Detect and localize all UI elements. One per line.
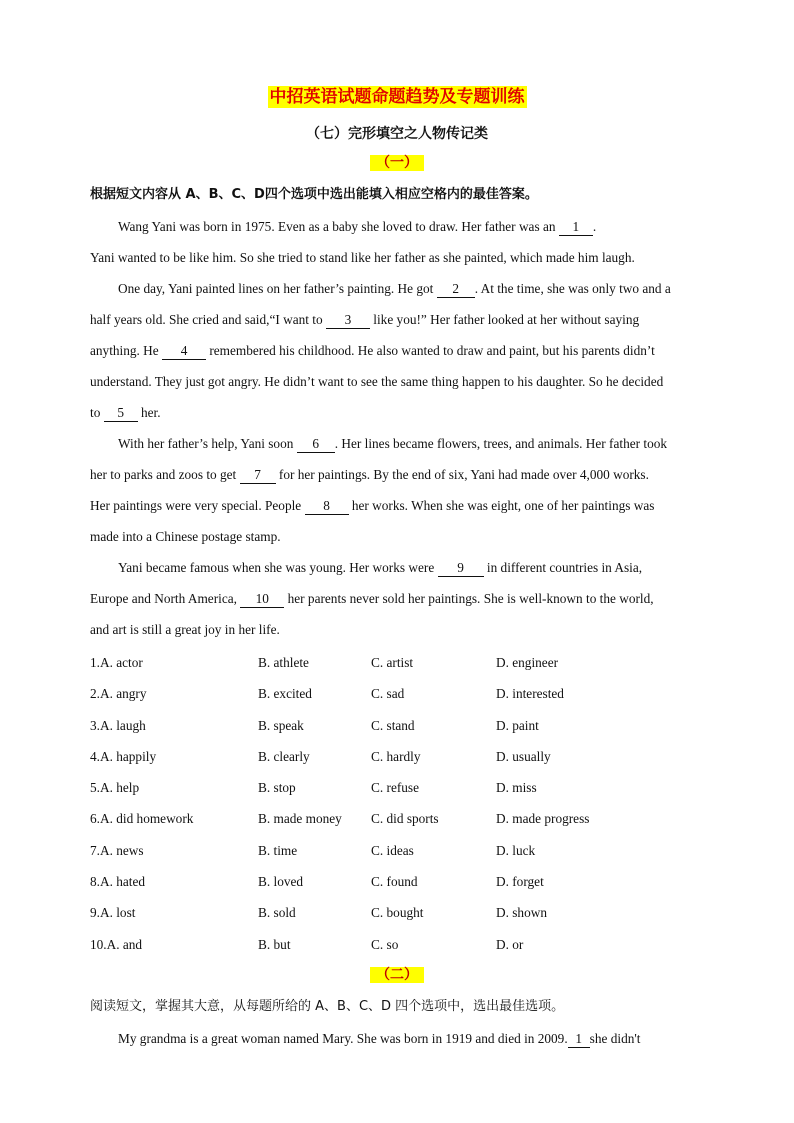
passage-line: My grandma is a great woman named Mary. She was born in 1919 and died in 2009. 1 she didn't xyxy=(118,1031,641,1046)
option-row-5 xyxy=(90,778,710,809)
option-a[interactable]: 8.A. hated xyxy=(90,874,146,890)
option-d[interactable]: D. usually xyxy=(496,748,551,764)
page-title: 中招英语试题命题趋势及专题训练 xyxy=(269,87,525,107)
passage-line: Wang Yani was born in 1975. Even as a baby she loved to draw. Her father was an 1 . xyxy=(118,219,597,234)
blank-2: 2 xyxy=(437,281,475,298)
passage-line: half years old. She cried and said,“I want to 3 like you!” Her father looked at her without saying xyxy=(90,312,640,327)
option-d[interactable]: D. shown xyxy=(496,905,547,921)
blank-1: 1 xyxy=(559,219,593,236)
option-row-3 xyxy=(90,716,710,747)
option-row-8 xyxy=(90,872,710,903)
passage-line: and art is still a great joy in her life. xyxy=(90,622,280,637)
passage-line: Yani became famous when she was young. Her works were 9 in different countries in Asia, xyxy=(118,560,643,575)
option-d[interactable]: D. luck xyxy=(496,842,536,858)
instruction-2: 阅读短文，掌握其大意，从每题所给的 A、B、C、D 四个选项中，选出最佳选项。 xyxy=(90,999,565,1014)
option-a[interactable]: 1.A. actor xyxy=(90,655,143,670)
option-b[interactable]: B. time xyxy=(258,842,298,858)
section-label-1: （一） xyxy=(0,154,794,172)
passage-line: Europe and North America, 10 her parents never sold her paintings. She is well-known to the world, xyxy=(90,591,654,606)
option-row-4 xyxy=(90,747,710,778)
option-c[interactable]: C. did sports xyxy=(371,811,439,827)
option-row-9 xyxy=(90,903,710,934)
option-row-7 xyxy=(90,841,710,872)
blank-5: 5 xyxy=(104,405,138,422)
option-d[interactable]: D. interested xyxy=(496,686,564,702)
option-c[interactable]: C. artist xyxy=(371,655,414,670)
passage-1 xyxy=(90,211,704,645)
option-c[interactable]: C. bought xyxy=(371,905,424,921)
option-b[interactable]: B. sold xyxy=(258,905,296,921)
option-a[interactable]: 6.A. did homework xyxy=(90,811,194,827)
option-b[interactable]: B. but xyxy=(258,936,291,952)
blank-3: 3 xyxy=(326,312,370,329)
section-label-2: （二） xyxy=(0,966,794,984)
blank-6: 6 xyxy=(297,436,335,453)
option-a[interactable]: 7.A. news xyxy=(90,842,144,858)
option-a[interactable]: 2.A. angry xyxy=(90,686,147,702)
option-row-10 xyxy=(90,935,710,966)
blank-1: 1 xyxy=(568,1031,590,1048)
blank-8: 8 xyxy=(305,498,349,515)
option-b[interactable]: B. stop xyxy=(258,780,296,796)
option-b[interactable]: B. clearly xyxy=(258,748,310,764)
passage-line: anything. He 4 remembered his childhood. He also wanted to draw and paint, but his parents didn’t xyxy=(90,343,655,358)
option-b[interactable]: B. excited xyxy=(258,686,312,702)
blank-4: 4 xyxy=(162,343,206,360)
passage-line: One day, Yani painted lines on her father’s painting. He got 2 . At the time, she was only two and a xyxy=(118,281,671,296)
option-b[interactable]: B. athlete xyxy=(258,655,309,670)
option-row-2 xyxy=(90,684,710,715)
passage-line: understand. They just got angry. He didn’t want to see the same thing happen to his daughter. So he decided xyxy=(90,374,664,389)
option-c[interactable]: C. stand xyxy=(371,717,415,733)
option-d[interactable]: D. made progress xyxy=(496,811,590,827)
option-d[interactable]: D. or xyxy=(496,936,524,952)
option-b[interactable]: B. speak xyxy=(258,717,304,733)
option-d[interactable]: D. forget xyxy=(496,874,544,890)
option-c[interactable]: C. ideas xyxy=(371,842,414,858)
option-d[interactable]: D. engineer xyxy=(496,655,559,670)
option-c[interactable]: C. sad xyxy=(371,686,405,702)
option-c[interactable]: C. hardly xyxy=(371,748,421,764)
option-d[interactable]: D. miss xyxy=(496,780,537,796)
blank-9: 9 xyxy=(438,560,484,577)
option-c[interactable]: C. so xyxy=(371,936,399,952)
option-a[interactable]: 10.A. and xyxy=(90,936,143,952)
passage-line: Her paintings were very special. People 8 her works. When she was eight, one of her paintings was xyxy=(90,498,655,513)
section-subtitle: （七）完形填空之人物传记类 xyxy=(306,126,488,142)
passage-2 xyxy=(90,1023,704,1054)
passage-line: her to parks and zoos to get 7 for her paintings. By the end of six, Yani had made over 4,000 works. xyxy=(90,467,649,482)
blank-7: 7 xyxy=(240,467,276,484)
blank-10: 10 xyxy=(240,591,284,608)
option-b[interactable]: B. loved xyxy=(258,874,304,890)
option-a[interactable]: 9.A. lost xyxy=(90,905,136,921)
option-a[interactable]: 4.A. happily xyxy=(90,748,157,764)
passage-line: made into a Chinese postage stamp. xyxy=(90,529,281,544)
option-d[interactable]: D. paint xyxy=(496,717,539,733)
option-a[interactable]: 5.A. help xyxy=(90,780,140,796)
option-c[interactable]: C. found xyxy=(371,874,418,890)
option-b[interactable]: B. made money xyxy=(258,811,342,827)
passage-line: Yani wanted to be like him. So she tried to stand like her father as she painted, which made him laugh. xyxy=(90,250,635,265)
instruction-1: 根据短文内容从 A、B、C、D四个选项中选出能填入相应空格内的最佳答案。 xyxy=(90,187,538,202)
option-row-6 xyxy=(90,809,710,840)
option-a[interactable]: 3.A. laugh xyxy=(90,717,146,733)
option-c[interactable]: C. refuse xyxy=(371,780,419,796)
answer-options xyxy=(90,653,710,966)
option-row-1 xyxy=(90,653,710,684)
passage-line: With her father’s help, Yani soon 6 . Her lines became flowers, trees, and animals. Her father took xyxy=(118,436,668,451)
passage-line: to 5 her. xyxy=(90,405,161,420)
